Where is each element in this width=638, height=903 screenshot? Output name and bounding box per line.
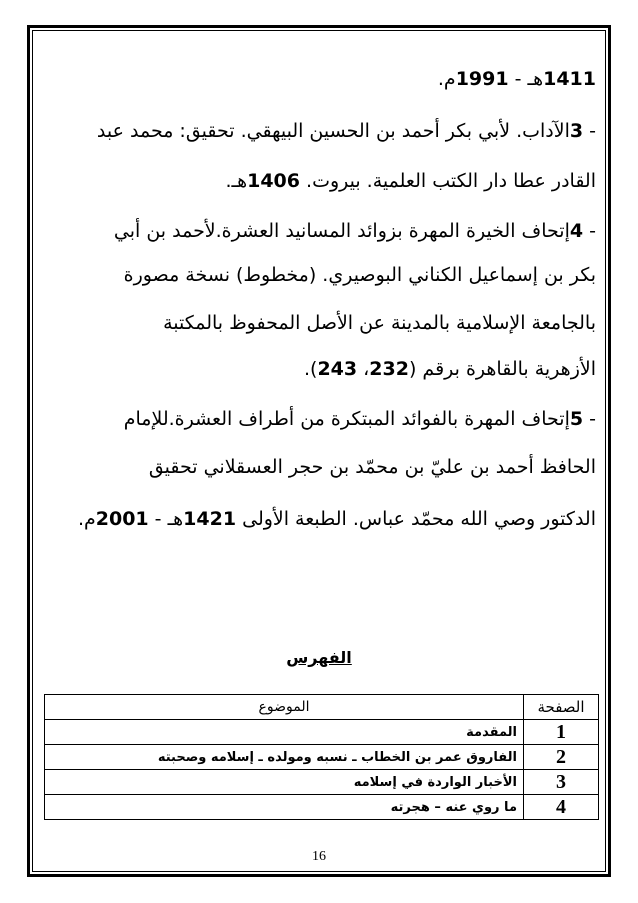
row-topic: ما روي عنه – هجرته (45, 795, 524, 820)
header-page: الصفحة (524, 695, 599, 720)
row-topic: المقدمة (45, 720, 524, 745)
reference-line: 1411هـ - 1991م. (437, 68, 596, 90)
page-number: 16 (312, 849, 326, 864)
index-table (44, 694, 599, 820)
reference-line: الأزهرية بالقاهرة برقم (232، 243). (304, 358, 596, 380)
row-page: 4 (524, 795, 599, 820)
reference-line: بالجامعة الإسلامية بالمدينة عن الأصل المحفوظ بالمكتبة (163, 312, 596, 334)
reference-line: القادر عطا دار الكتب العلمية. بيروت. 1406هـ. (225, 170, 596, 192)
row-page: 2 (524, 745, 599, 770)
reference-line: - 4إتحاف الخيرة المهرة بزوائد المسانيد العشرة.لأحمد بن أبي (113, 220, 596, 242)
row-topic: الأخبار الواردة في إسلامه (45, 770, 524, 795)
row-topic: الفاروق عمر بن الخطاب ـ نسبه ومولده ـ إسلامه وصحبته (45, 745, 524, 770)
table-row (45, 795, 599, 820)
reference-line: بكر بن إسماعيل الكناني البوصيري. (مخطوط) نسخة مصورة (123, 264, 596, 286)
reference-line: الدكتور وصي الله محمّد عباس. الطبعة الأولى 1421هـ - 2001م. (77, 508, 596, 530)
reference-line: - 3الآداب. لأبي بكر أحمد بن الحسين البيهقي. تحقيق: محمد عبد (96, 120, 596, 142)
index-header-row (45, 695, 599, 720)
table-row (45, 720, 599, 745)
row-page: 3 (524, 770, 599, 795)
header-topic: الموضوع (45, 695, 524, 720)
index-title: الفهرس (286, 648, 352, 667)
row-page: 1 (524, 720, 599, 745)
reference-line: - 5إتحاف المهرة بالفوائد المبتكرة من أطراف العشرة.للإمام (123, 408, 596, 430)
table-row (45, 770, 599, 795)
table-row (45, 745, 599, 770)
reference-line: الحافظ أحمد بن عليّ بن محمّد بن حجر العسقلاني تحقيق (148, 456, 596, 478)
